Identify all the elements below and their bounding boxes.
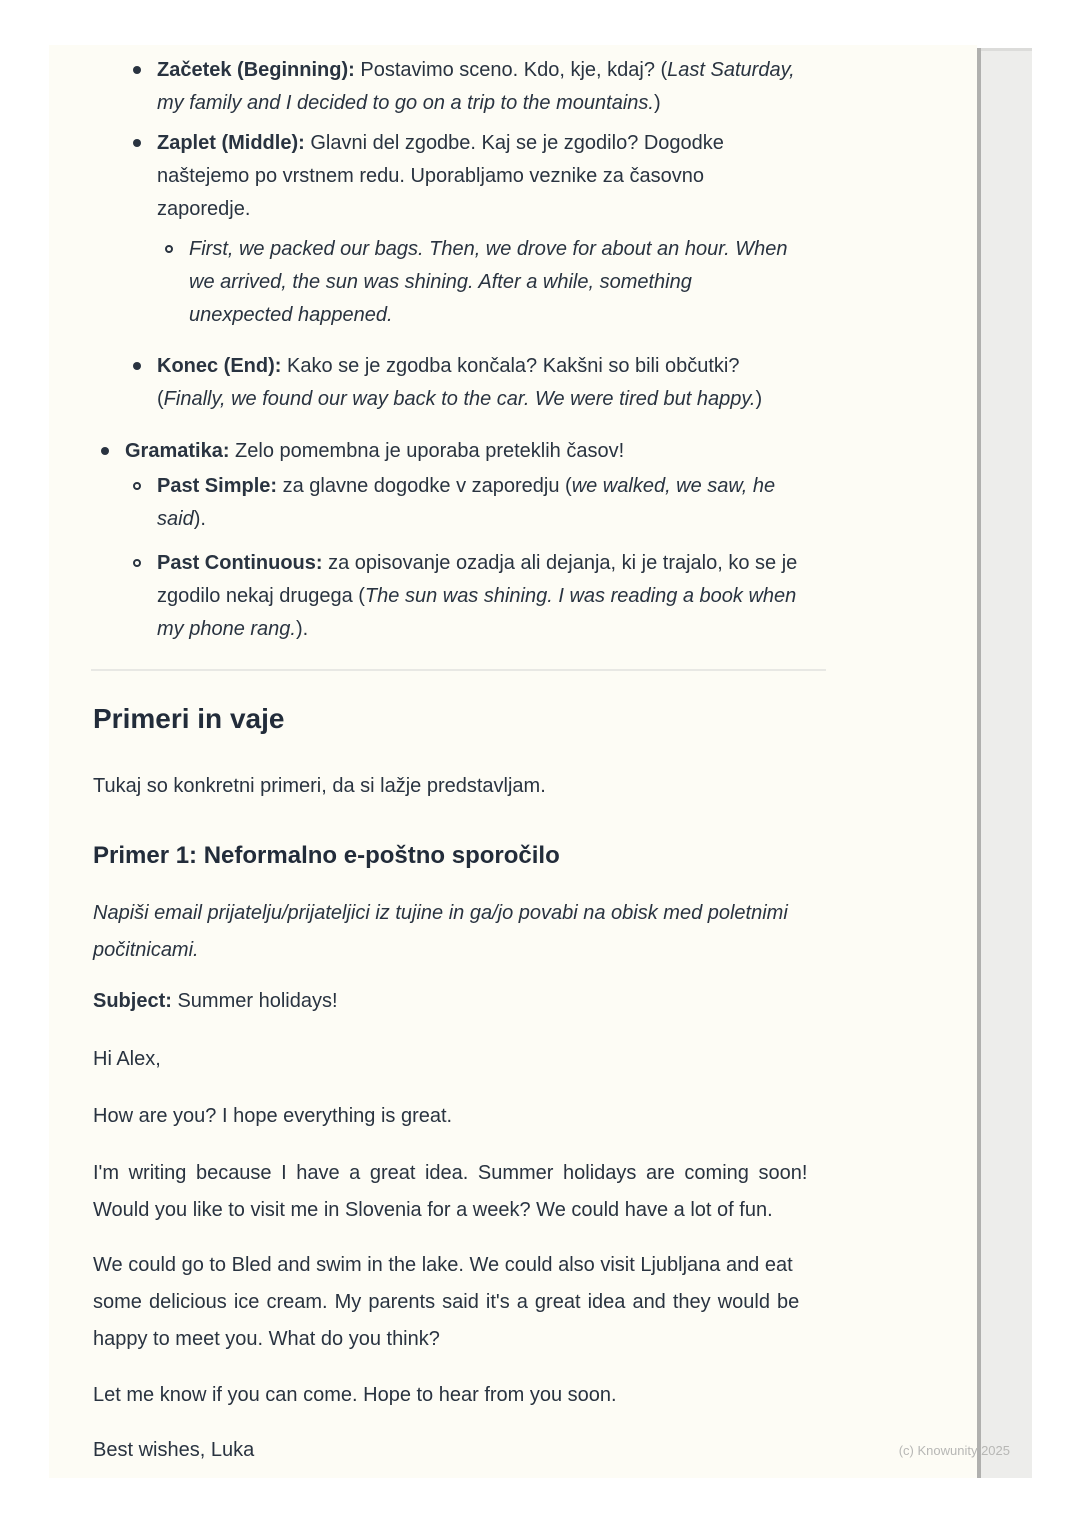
text-segment: zaporedje. [157, 198, 251, 220]
text-segment: Would you like to visit me in Slovenia for a week? We could have a lot of fun. [93, 1199, 773, 1221]
text-segment: We could go to Bled and swim in the lake. We could also visit Ljubljana and eat [93, 1254, 793, 1276]
text-segment: ). [295, 618, 309, 640]
text-segment: unexpected happened. [189, 304, 393, 326]
text-line [157, 503, 775, 536]
text-segment: Kako se je zgodba končala? Kakšni so bili občutki? [281, 355, 740, 377]
text-segment: Summer holidays! [171, 990, 338, 1012]
document-page [49, 45, 977, 1478]
list-item-zaplet [157, 127, 724, 226]
text-segment: počitnicami. [93, 939, 199, 961]
text-segment: Gramatika: [125, 440, 230, 462]
text-line [189, 233, 787, 266]
text-line [157, 383, 762, 416]
page-title: Primeri in vaje [93, 703, 285, 734]
text-line [157, 350, 762, 383]
text-line [189, 299, 787, 332]
text-segment: Best wishes, Luka [93, 1439, 255, 1461]
text-segment: some delicious ice cream. My parents said it's a great idea and they would be [93, 1291, 800, 1313]
text-line [157, 127, 724, 160]
scrollbar-track[interactable] [981, 48, 1032, 1478]
bullet-disc-icon [133, 139, 141, 147]
text-line [93, 1284, 799, 1321]
text-segment: Let me know if you can come. Hope to hear from you soon. [93, 1384, 617, 1406]
text-segment: Začetek (Beginning): [157, 59, 355, 81]
text-line [157, 193, 724, 226]
section-divider [91, 669, 826, 671]
text-line [93, 1041, 161, 1078]
text-segment: Hi Alex, [93, 1048, 161, 1070]
text-line [93, 895, 788, 932]
text-segment: Past Continuous: [157, 552, 323, 574]
text-line [93, 1247, 799, 1284]
text-segment: happy to meet you. What do you think? [93, 1328, 440, 1350]
email-subject-line [93, 983, 338, 1020]
bullet-circle-icon [165, 245, 173, 253]
bullet-disc-icon [133, 362, 141, 370]
text-segment: First, we packed our bags. Then, we drove for about an hour. When [189, 238, 788, 260]
text-line [157, 580, 797, 613]
text-segment: ( [157, 388, 164, 410]
text-segment: Subject: [93, 990, 172, 1012]
text-segment: Napiši email prijatelju/prijateljici iz tujine in ga/jo povabi na obisk med poletnimi [93, 902, 788, 924]
text-segment: Zelo pomembna je uporaba preteklih časov! [229, 440, 625, 462]
text-line [189, 266, 787, 299]
text-segment: Tukaj so konkretni primeri, da si lažje predstavljam. [93, 775, 546, 797]
bullet-disc-icon [133, 66, 141, 74]
text-line [93, 1432, 254, 1469]
text-segment: ). [193, 508, 206, 530]
text-line [93, 1192, 807, 1229]
text-segment: How are you? I hope everything is great. [93, 1105, 453, 1127]
text-segment: Finally, we found our way back to the car. We were tired but happy. [163, 388, 756, 410]
text-segment: Last Saturday, [667, 59, 795, 81]
email-body-paragraph-1 [93, 1155, 807, 1229]
text-line [93, 1155, 807, 1192]
text-line [157, 470, 775, 503]
bullet-circle-icon [133, 559, 141, 567]
bullet-disc-icon [101, 447, 109, 455]
text-line [93, 983, 338, 1020]
text-segment: ) [755, 388, 763, 410]
text-segment: said [157, 508, 194, 530]
list-item-zaplet-example [189, 233, 787, 332]
text-line [93, 932, 788, 969]
text-line [157, 613, 797, 646]
text-line [157, 54, 795, 87]
list-item-gramatika [125, 435, 624, 468]
text-line [125, 435, 624, 468]
text-segment: we arrived, the sun was shining. After a while, something [189, 271, 692, 293]
text-segment: Postavimo sceno. Kdo, kje, kdaj? ( [354, 59, 668, 81]
text-line [93, 768, 546, 805]
list-item-zacetek [157, 54, 795, 120]
paragraph-task-prompt [93, 895, 788, 969]
text-segment: zgodilo nekaj drugega ( [157, 585, 365, 607]
text-segment: Past Simple: [157, 475, 278, 497]
text-segment: The sun was shining. I was reading a book when [364, 585, 797, 607]
text-segment: za opisovanje ozadja ali dejanja, ki je trajalo, ko se je [322, 552, 798, 574]
text-line [93, 1098, 452, 1135]
email-signature [93, 1432, 254, 1469]
text-line [157, 160, 724, 193]
text-line [93, 1377, 617, 1414]
text-line [157, 547, 797, 580]
list-item-past-simple [157, 470, 775, 536]
paragraph-intro [93, 768, 546, 805]
text-segment: my phone rang. [157, 618, 296, 640]
text-segment: I'm writing because I have a great idea. Summer holidays are coming soon! [93, 1162, 808, 1184]
bullet-circle-icon [133, 482, 141, 490]
section-title-primer1: Primer 1: Neformalno e-poštno sporočilo [93, 842, 560, 869]
email-closing [93, 1377, 617, 1414]
email-body-paragraph-2 [93, 1247, 799, 1358]
text-segment: Zaplet (Middle): [157, 132, 305, 154]
text-segment: Glavni del zgodbe. Kaj se je zgodilo? Dogodke [304, 132, 724, 154]
text-segment: ) [653, 92, 661, 114]
text-segment: za glavne dogodke v zaporedju ( [277, 475, 572, 497]
text-line [157, 87, 795, 120]
list-item-past-continuous [157, 547, 797, 646]
text-segment: we walked, we saw, he [571, 475, 776, 497]
email-opening [93, 1098, 452, 1135]
email-greeting [93, 1041, 161, 1078]
text-segment: naštejemo po vrstnem redu. Uporabljamo veznike za časovno [157, 165, 704, 187]
text-segment: my family and I decided to go on a trip to the mountains. [157, 92, 654, 114]
text-segment: Konec (End): [157, 355, 282, 377]
text-line [93, 1321, 799, 1358]
list-item-konec [157, 350, 762, 416]
watermark-copyright: (c) Knowunity 2025 [898, 1443, 1010, 1458]
